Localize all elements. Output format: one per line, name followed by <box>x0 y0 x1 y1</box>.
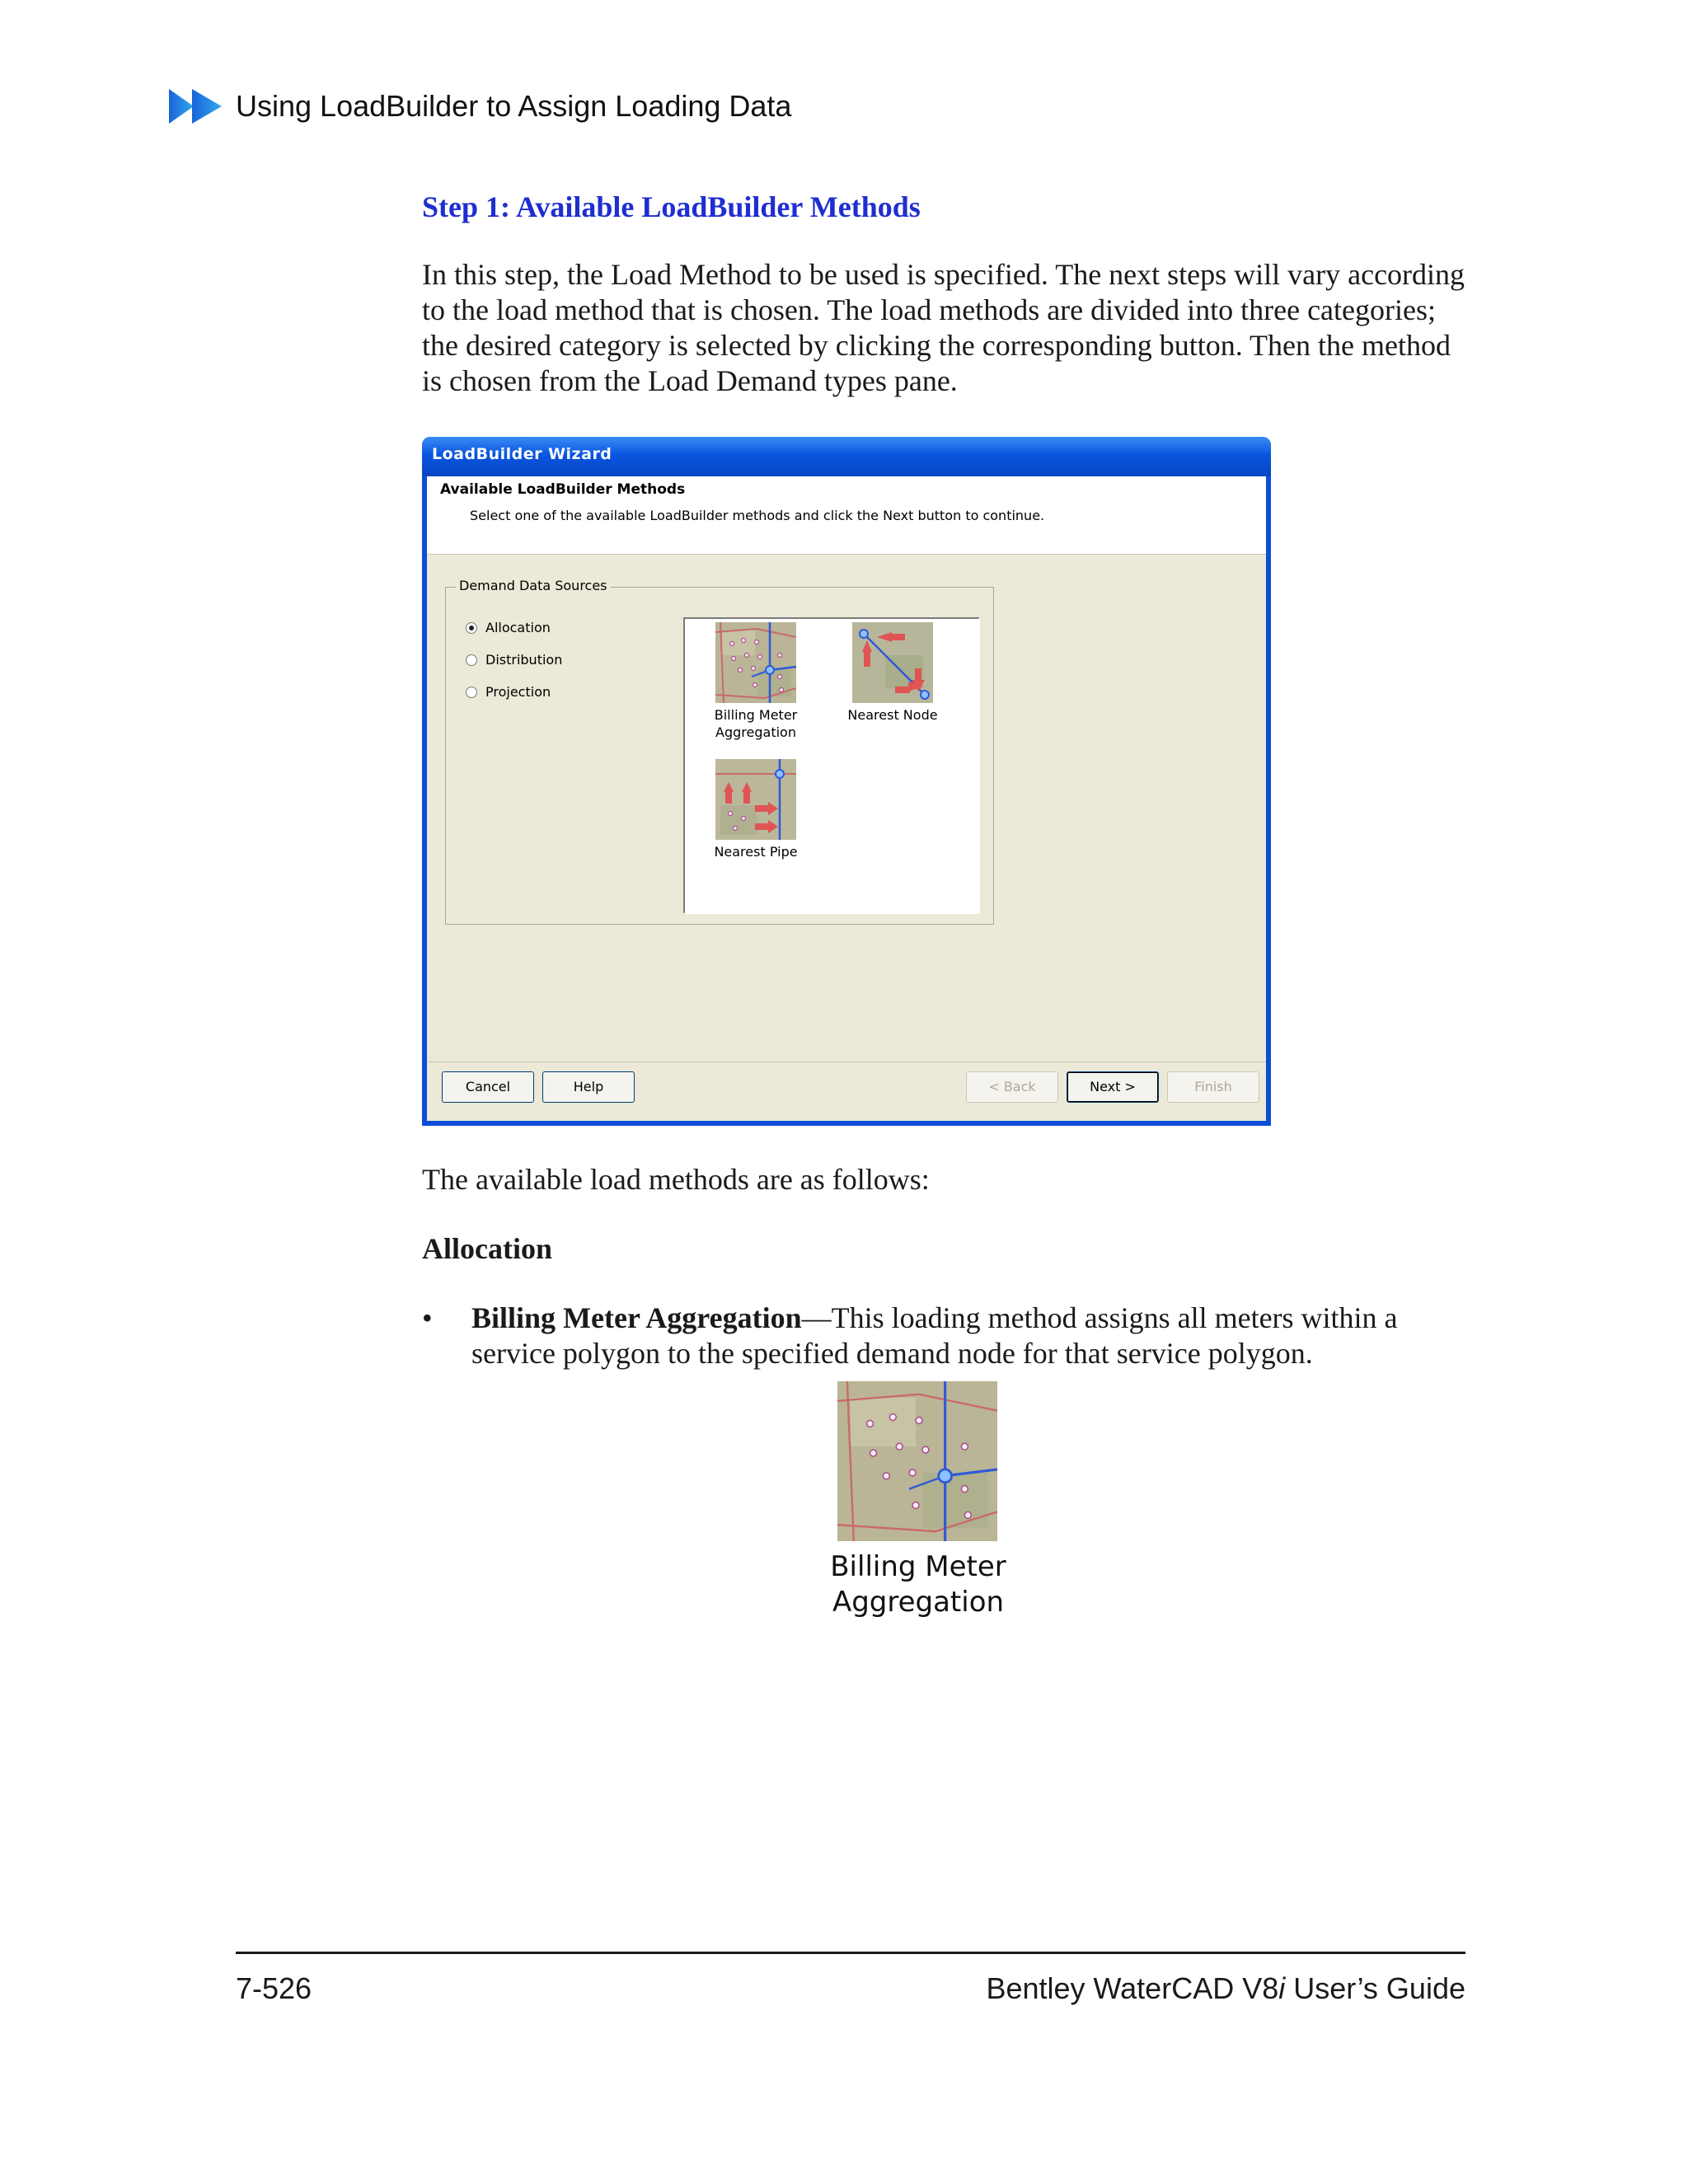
running-header-title: Using LoadBuilder to Assign Loading Data <box>236 89 792 123</box>
billing-meter-aggregation-icon <box>715 622 796 703</box>
dialog-titlebar <box>422 437 1271 476</box>
bullet-item <box>471 1301 1461 1371</box>
method-billing-meter-aggregation[interactable] <box>698 622 814 741</box>
group-label: Demand Data Sources <box>456 578 611 593</box>
bullet-marker: • <box>422 1301 433 1334</box>
radio-label: Allocation <box>485 620 551 635</box>
back-button[interactable]: < Back <box>966 1071 1058 1103</box>
next-button[interactable]: Next > <box>1067 1071 1159 1103</box>
method-label: Nearest Node <box>847 707 938 723</box>
loadbuilder-wizard-dialog <box>422 437 1271 1126</box>
radio-label: Projection <box>485 684 551 700</box>
radio-button[interactable] <box>466 654 477 666</box>
available-methods-text: The available load methods are as follows: <box>422 1163 930 1196</box>
method-nearest-node[interactable] <box>835 622 950 724</box>
radio-projection[interactable] <box>466 683 551 701</box>
footer-rule <box>236 1952 1465 1954</box>
finish-button[interactable]: Finish <box>1167 1071 1259 1103</box>
help-button[interactable]: Help <box>542 1071 635 1103</box>
radio-button[interactable] <box>466 687 477 698</box>
load-demand-types-pane[interactable] <box>683 617 980 914</box>
method-label: Billing Meter Aggregation <box>714 707 798 740</box>
banner-subtitle: Select one of the available LoadBuilder methods and click the Next button to continue. <box>470 508 1045 523</box>
radio-label: Distribution <box>485 652 563 668</box>
book-title-prefix: Bentley WaterCAD V8 <box>986 1971 1279 2005</box>
book-title-italic: i <box>1278 1971 1286 2005</box>
page-number: 7-526 <box>236 1971 312 2005</box>
cancel-button[interactable]: Cancel <box>442 1071 534 1103</box>
radio-button-selected[interactable] <box>466 622 477 634</box>
step-heading: Step 1: Available LoadBuilder Methods <box>422 190 921 223</box>
radio-allocation[interactable] <box>466 619 551 637</box>
dialog-banner <box>427 476 1266 555</box>
dialog-title: LoadBuilder Wizard <box>432 445 612 463</box>
method-nearest-pipe[interactable] <box>698 759 814 860</box>
nearest-pipe-icon <box>715 759 796 840</box>
banner-title: Available LoadBuilder Methods <box>440 481 686 498</box>
billing-meter-aggregation-icon <box>837 1381 997 1541</box>
dialog-client-area <box>427 476 1266 1121</box>
bullet-description: —This loading method assigns all meters within a service polygon to the specified demand node for that service polygon. <box>471 1301 1398 1370</box>
book-title <box>986 1971 1465 2006</box>
demand-data-sources-group <box>445 578 994 925</box>
nearest-node-icon <box>852 622 933 703</box>
bullet-term: Billing Meter Aggregation <box>471 1301 802 1334</box>
book-title-suffix: User’s Guide <box>1285 1971 1465 2005</box>
allocation-heading: Allocation <box>422 1232 552 1265</box>
intro-paragraph: In this step, the Load Method to be used is specified. The next steps will vary according to the load method that is chosen. The load methods are divided into three categories; the desired category is selected by clicking the corresponding button. Then the method is chosen from the Load Demand types pane. <box>422 258 1465 397</box>
method-label: Nearest Pipe <box>714 844 798 860</box>
radio-distribution[interactable] <box>466 651 562 669</box>
figure-label: Billing Meter Aggregation <box>830 1550 1006 1619</box>
double-arrow-icon <box>169 89 222 124</box>
